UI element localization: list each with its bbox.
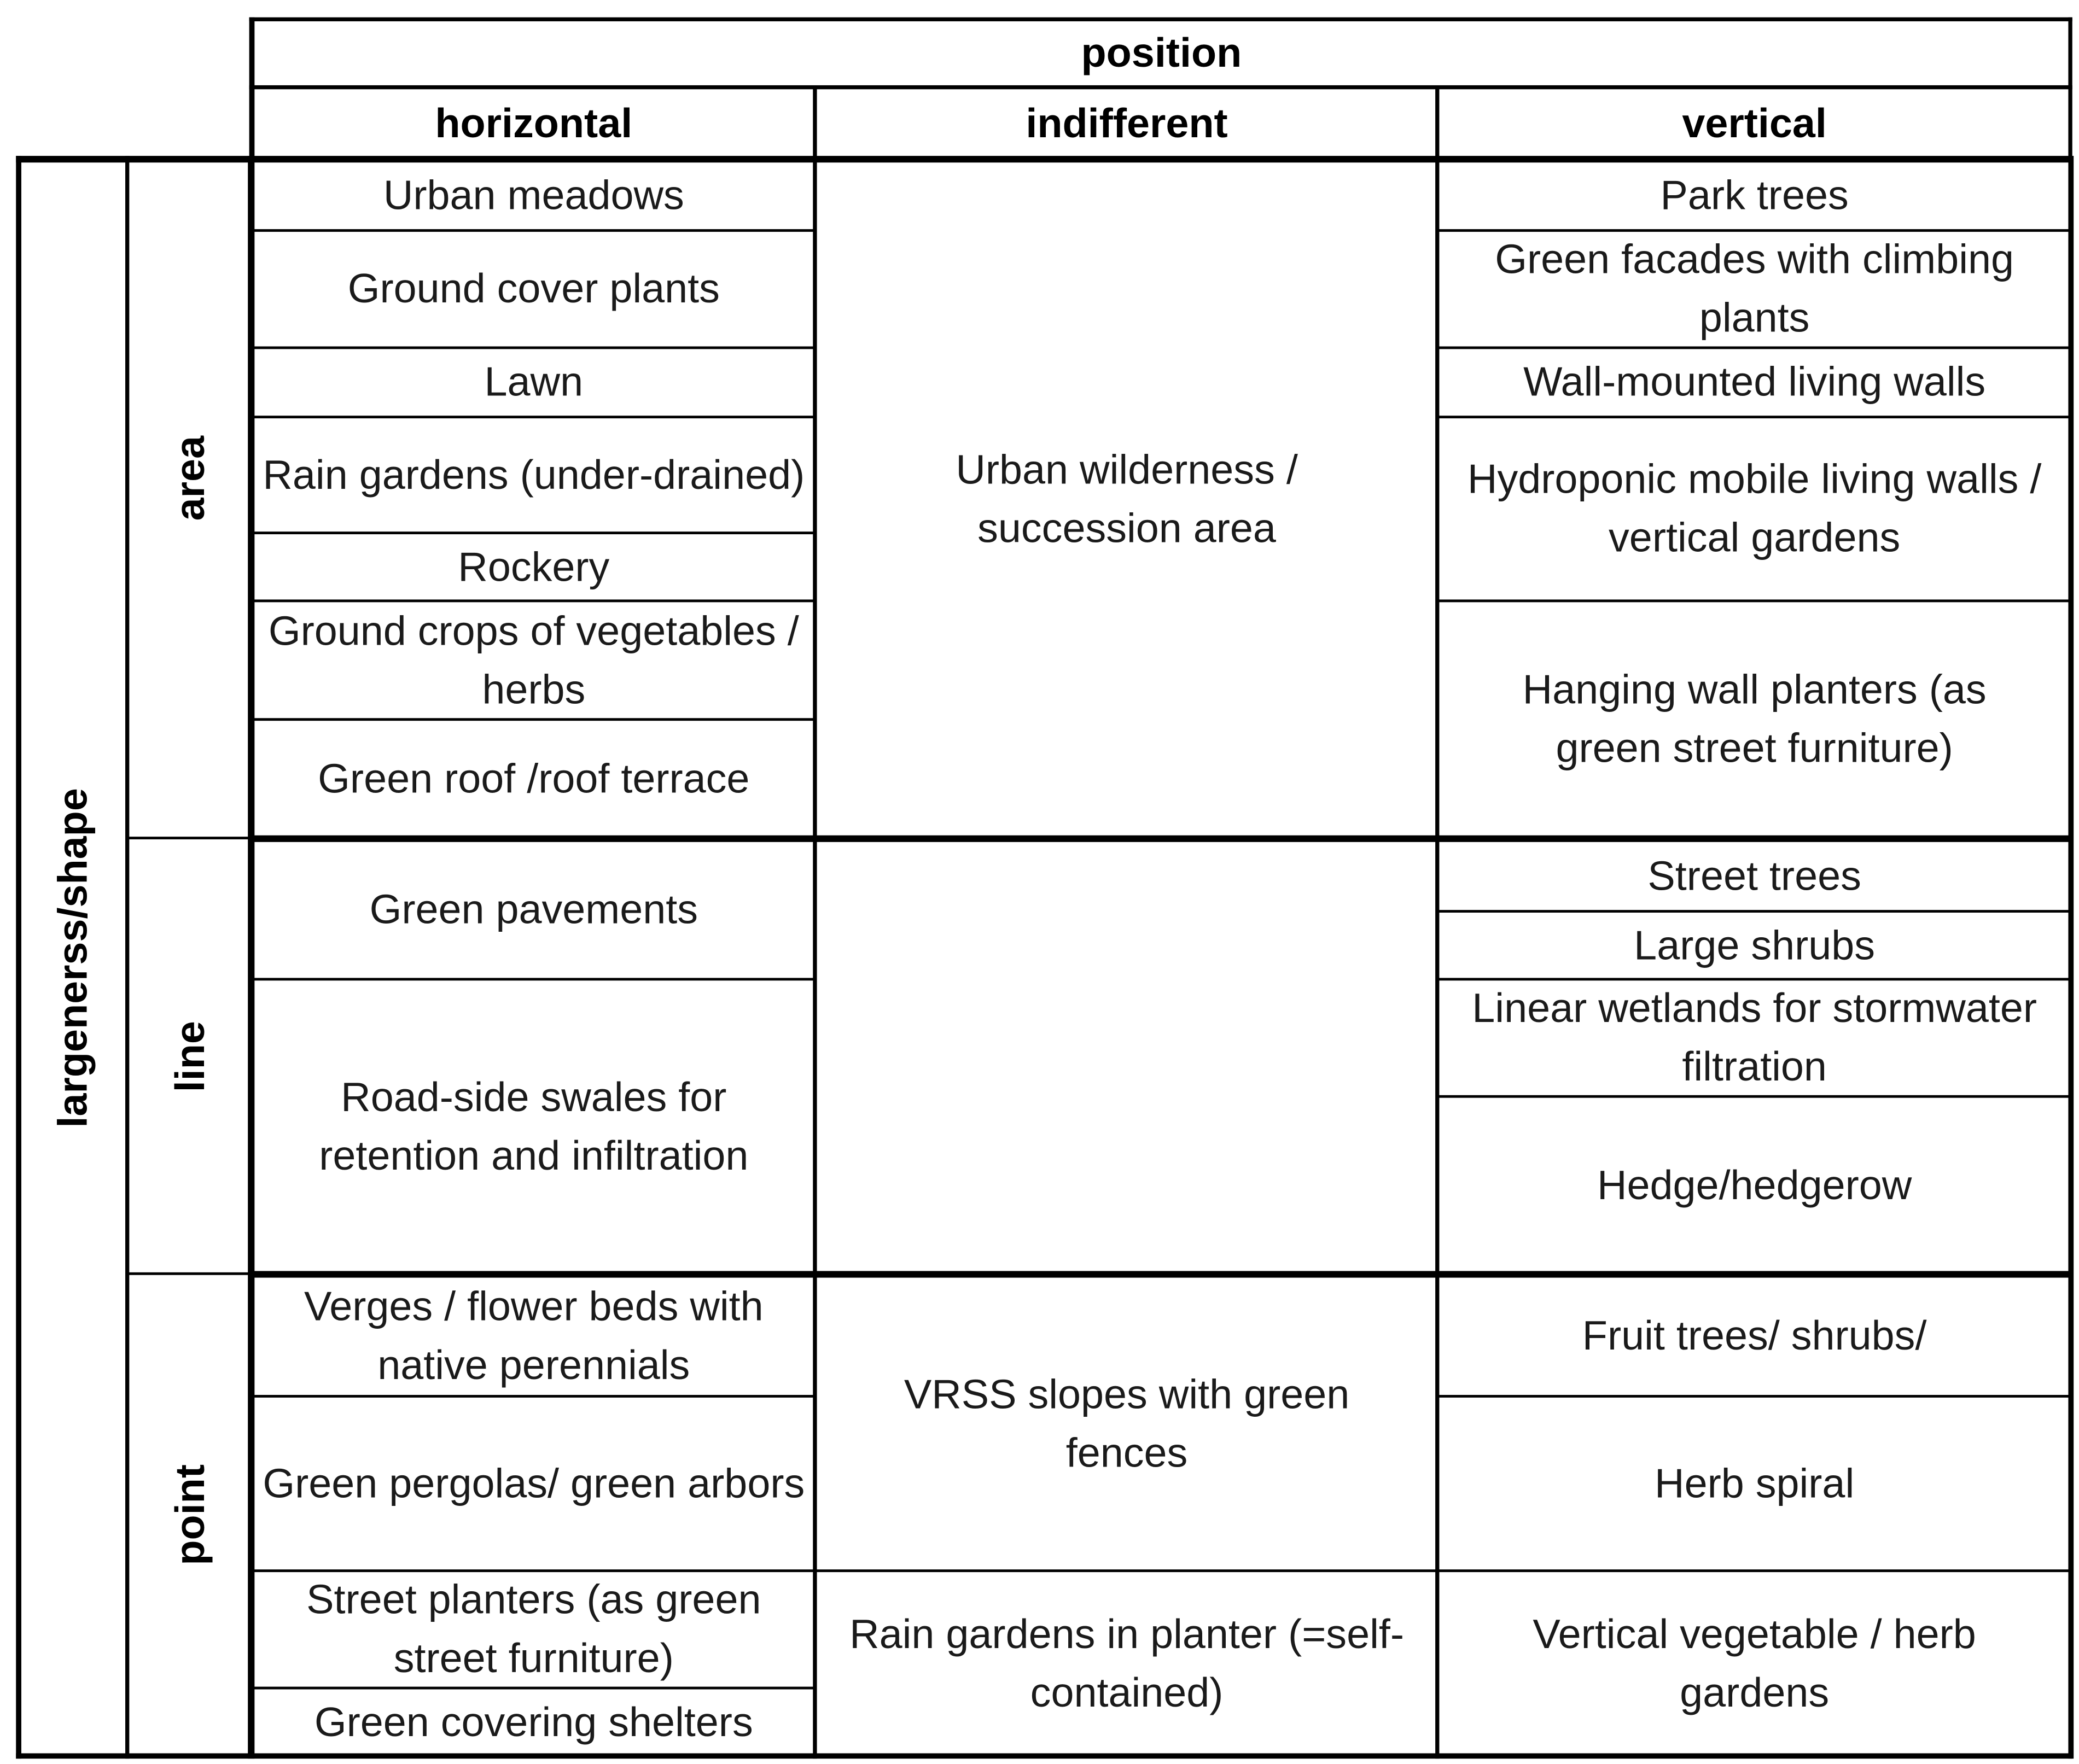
table-cell: Green roof /roof terrace: [318, 755, 750, 802]
table-cell: Green pergolas/ green arbors: [263, 1459, 805, 1506]
group-label-area: area: [166, 435, 213, 521]
grid-line: [128, 837, 252, 839]
table-cell: Fruit trees/ shrubs/: [1582, 1312, 1927, 1359]
grid-line: [252, 718, 816, 721]
grid-line: [249, 836, 2072, 842]
table-cell: Herb spiral: [1655, 1459, 1855, 1506]
table-cell: Linear wetlands for stormwater filtration: [1472, 984, 2037, 1090]
table-cell: Green facades with climbing plants: [1495, 236, 2014, 341]
table-cell: Hanging wall planters (as green street furniture): [1522, 666, 1987, 772]
table-cell: Large shrubs: [1634, 921, 1876, 968]
grid-line: [1438, 599, 2071, 602]
grid-line: [252, 229, 816, 232]
grid-line: [252, 1569, 816, 1572]
row-axis-label-cell: [19, 159, 128, 1756]
header-horizontal: horizontal: [435, 99, 633, 146]
grid-line: [2068, 156, 2074, 1759]
grid-line: [252, 978, 816, 980]
header-vertical: vertical: [1682, 99, 1827, 146]
table-cell: Urban meadows: [383, 172, 684, 219]
grid-line: [252, 599, 816, 602]
table-cell: Hydroponic mobile living walls / vertical gardens: [1467, 455, 2042, 561]
grid-line: [813, 156, 817, 1759]
table-cell: Urban wilderness / succession area: [956, 446, 1298, 552]
grid-line: [1435, 86, 1439, 159]
table-cell: Road-side swales for retention and infiltration: [319, 1073, 749, 1179]
group-label-point: point: [166, 1464, 213, 1566]
table-cell: Lawn: [484, 358, 584, 405]
table-cell: Verges / flower beds with native perennials: [304, 1283, 764, 1388]
grid-line: [1438, 910, 2071, 913]
grid-line: [249, 17, 2072, 21]
grid-line: [1438, 1395, 2071, 1398]
grid-line: [1438, 416, 2071, 418]
table-cell: Rockery: [458, 542, 610, 590]
grid-line: [252, 1687, 816, 1690]
grid-line: [1438, 346, 2071, 349]
table-cell: Hedge/hedgerow: [1597, 1161, 1912, 1208]
table-cell: Ground crops of vegetables / herbs: [268, 606, 799, 712]
grid-line: [16, 156, 2072, 162]
grid-line: [2068, 17, 2072, 159]
grid-line: [1438, 229, 2071, 232]
header-indifferent: indifferent: [1026, 99, 1228, 146]
table-cell: Rain gardens in planter (=self-contained): [849, 1610, 1405, 1715]
grid-line: [125, 156, 129, 1759]
grid-line: [1438, 1095, 2071, 1098]
table-cell: Rain gardens (under-drained): [263, 451, 805, 498]
grid-line: [816, 1569, 1438, 1572]
table-cell: Ground cover plants: [347, 265, 720, 312]
grid-line: [252, 416, 816, 418]
grid-line: [249, 17, 255, 159]
table-cell: Street trees: [1647, 852, 1861, 899]
table-cell: Street planters (as green street furniture): [306, 1576, 761, 1681]
group-area-label-cell: [128, 159, 252, 838]
table-cell: Park trees: [1660, 172, 1849, 219]
group-line-label-cell: [128, 838, 252, 1274]
grid-line: [16, 1753, 2072, 1759]
grid-line: [1438, 1569, 2071, 1572]
grid-line: [16, 156, 21, 1759]
grid-line: [249, 85, 2072, 89]
grid-line: [248, 156, 254, 1759]
grid-line: [1435, 156, 1439, 1759]
grid-line: [249, 1271, 2072, 1277]
table-cell: Green covering shelters: [314, 1698, 753, 1745]
group-point-label-cell: [128, 1274, 252, 1756]
row-axis-label: largenerss/shape: [49, 787, 96, 1128]
grid-line: [252, 531, 816, 534]
table-cell: VRSS slopes with green fences: [904, 1370, 1350, 1476]
grid-line: [252, 346, 816, 349]
table-cell: Green pavements: [369, 886, 698, 933]
table-cell: Wall-mounted living walls: [1523, 358, 1986, 405]
table-cell: [816, 840, 1438, 1274]
grid-line: [813, 86, 817, 159]
header-position: position: [1081, 29, 1242, 76]
grid-line: [128, 1272, 252, 1275]
table-cell: Vertical vegetable / herb gardens: [1533, 1610, 1976, 1715]
group-label-line: line: [166, 1020, 213, 1091]
grid-line: [252, 1395, 816, 1398]
grid-line: [1438, 978, 2071, 980]
